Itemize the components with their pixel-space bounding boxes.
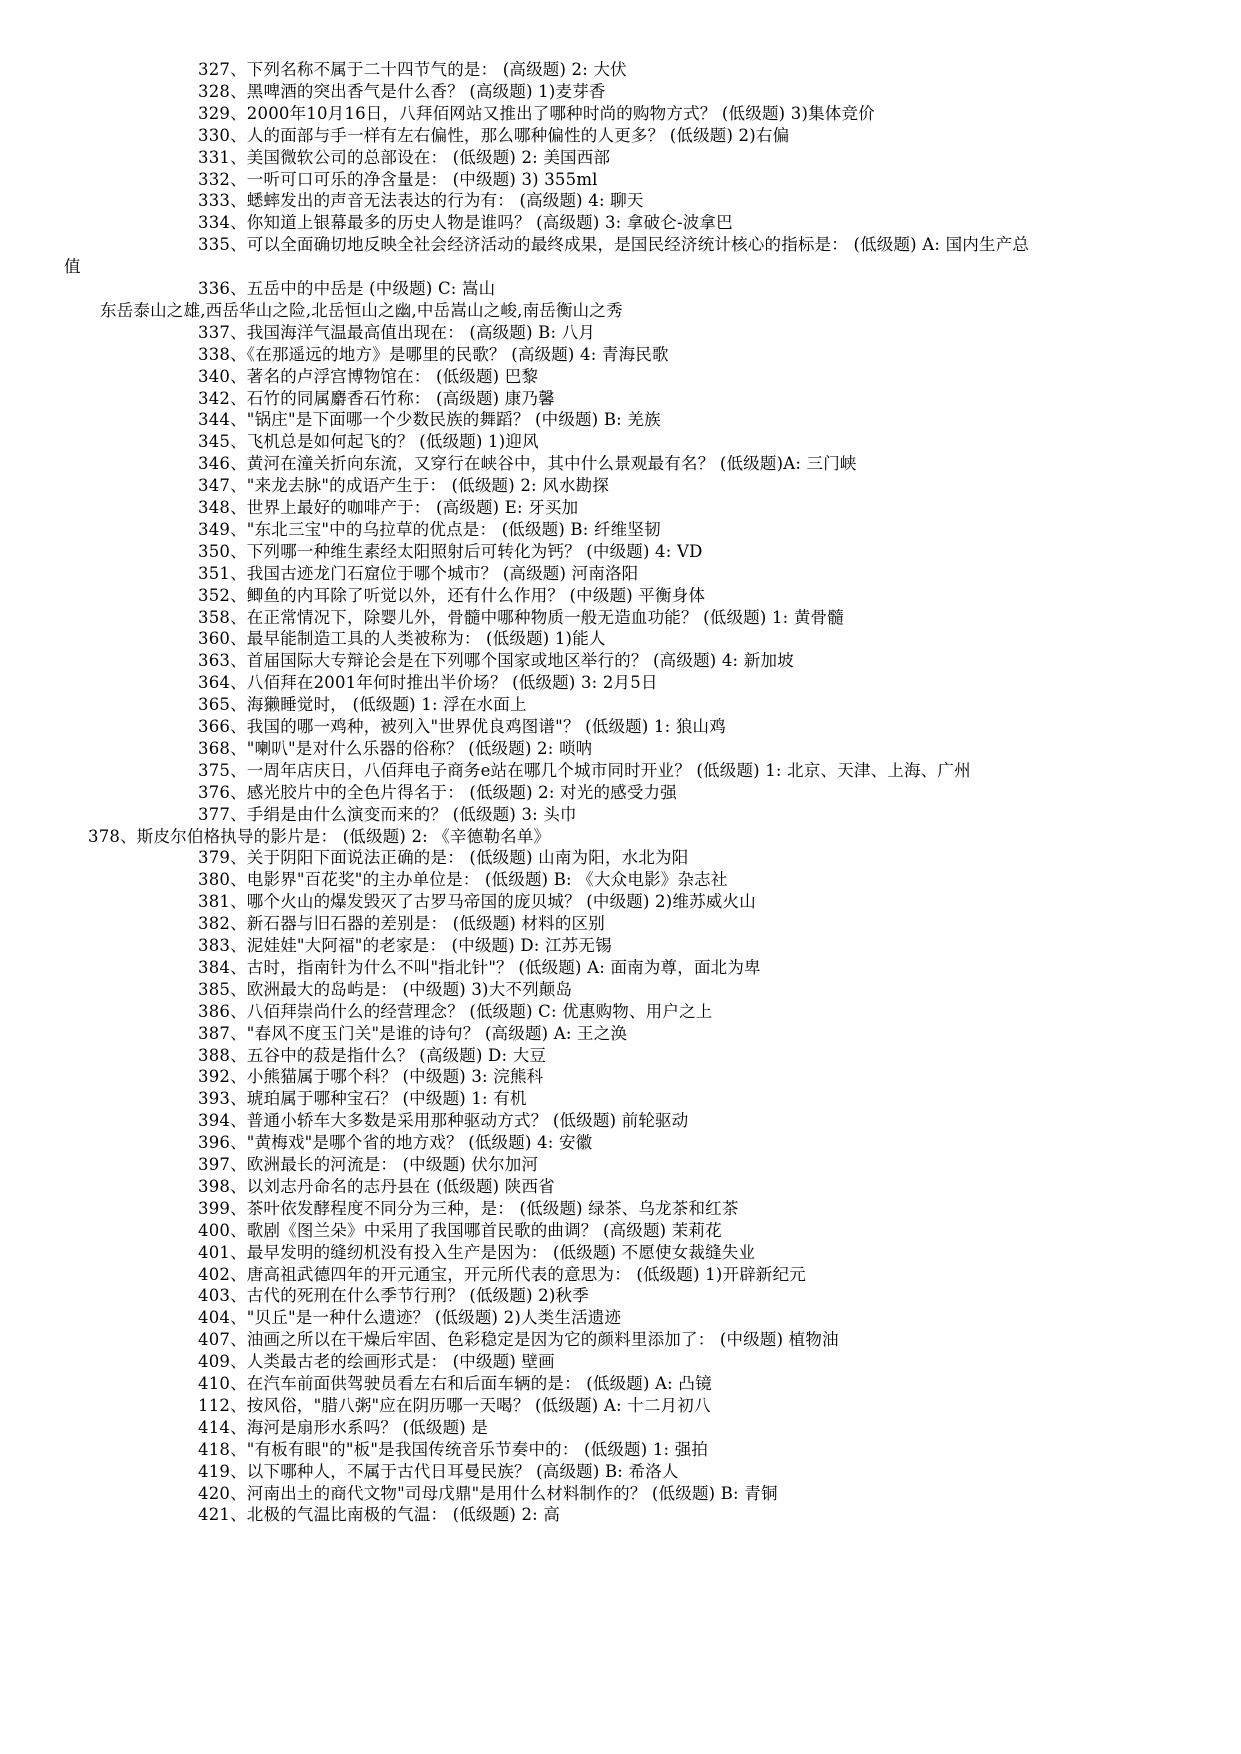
question-line: 332、一听可口可乐的净含量是： (中级题) 3) 355ml — [198, 169, 598, 189]
question-line: 346、黄河在潼关折向东流，又穿行在峡谷中，其中什么景观最有名？ (低级题)A: 三门峡 — [198, 454, 857, 474]
question-line: 388、五谷中的菽是指什么？ (高级题) D: 大豆 — [198, 1045, 547, 1065]
question-line: 337、我国海洋气温最高值出现在： (高级题) B: 八月 — [198, 322, 596, 342]
question-line: 397、欧洲最长的河流是： (中级题) 伏尔加河 — [198, 1155, 539, 1174]
question-line: 338、《在那遥远的地方》是哪里的民歌？ (高级题) 4: 青海民歌 — [198, 344, 669, 364]
question-line: 378、斯皮尔伯格执导的影片是： (低级题) 2: 《辛德勒名单》 — [88, 826, 551, 846]
question-line: 328、黑啤酒的突出香气是什么香？ (高级题) 1)麦芽香 — [198, 81, 606, 101]
question-line: 349、"东北三宝"中的乌拉草的优点是： (低级题) B: 纤维坚韧 — [198, 519, 661, 539]
question-line: 值 — [64, 257, 81, 277]
question-line: 398、以刘志丹命名的志丹县在 (低级题) 陕西省 — [198, 1176, 555, 1196]
question-line: 352、鲫鱼的内耳除了听觉以外，还有什么作用？ (中级题) 平衡身体 — [198, 585, 706, 605]
question-line: 345、飞机总是如何起飞的？ (低级题) 1)迎风 — [198, 432, 539, 452]
question-line: 381、哪个火山的爆发毁灭了古罗马帝国的庞贝城？ (中级题) 2)维苏威火山 — [198, 892, 756, 912]
question-line: 379、关于阴阳下面说法正确的是： (低级题) 山南为阳，水北为阳 — [198, 848, 689, 868]
question-line: 366、我国的哪一鸡种，被列入"世界优良鸡图谱"？ (低级题) 1: 狼山鸡 — [198, 717, 726, 736]
question-line: 409、人类最古老的绘画形式是： (中级题) 壁画 — [198, 1352, 555, 1372]
question-line: 333、蟋蟀发出的声音无法表达的行为有： (高级题) 4: 聊天 — [198, 191, 644, 211]
question-line: 340、著名的卢浮宫博物馆在： (低级题) 巴黎 — [198, 366, 539, 386]
question-line: 400、歌剧《图兰朵》中采用了我国哪首民歌的曲调？ (高级题) 茉莉花 — [198, 1220, 722, 1240]
question-line: 347、"来龙去脉"的成语产生于： (低级题) 2: 风水勘探 — [198, 476, 610, 496]
question-line: 342、石竹的同属麝香石竹称： (高级题) 康乃馨 — [198, 388, 555, 408]
question-line: 360、最早能制造工具的人类被称为： (低级题) 1)能人 — [198, 629, 606, 649]
question-line: 402、唐高祖武德四年的开元通宝，开元所代表的意思为： (低级题) 1)开辟新纪元 — [198, 1264, 806, 1284]
question-line: 418、"有板有眼"的"板"是我国传统音乐节奏中的： (低级题) 1: 强拍 — [198, 1439, 709, 1459]
question-line: 410、在汽车前面供驾驶员看左右和后面车辆的是： (低级题) A: 凸镜 — [198, 1374, 712, 1393]
question-line: 344、"锅庄"是下面哪一个少数民族的舞蹈？ (中级题) B: 羌族 — [198, 410, 661, 430]
question-line: 420、河南出土的商代文物"司母戊鼎"是用什么材料制作的？ (低级题) B: 青铜 — [198, 1483, 778, 1503]
question-line: 384、古时，指南针为什么不叫"指北针"？ (低级题) A: 面南为尊，面北为卑 — [198, 957, 761, 977]
question-line: 330、人的面部与手一样有左右偏性，那么哪种偏性的人更多？ (低级题) 2)右偏 — [198, 125, 790, 145]
question-line: 380、电影界"百花奖"的主办单位是： (低级题) B: 《大众电影》杂志社 — [198, 870, 728, 890]
question-line: 351、我国古迹龙门石窟位于哪个城市？ (高级题) 河南洛阳 — [198, 563, 639, 583]
question-line: 421、北极的气温比南极的气温： (低级题) 2: 高 — [198, 1505, 561, 1525]
question-line: 363、首届国际大专辩论会是在下列哪个国家或地区举行的？ (高级题) 4: 新加坡 — [198, 651, 794, 671]
question-line: 396、"黄梅戏"是哪个省的地方戏？ (低级题) 4: 安徽 — [198, 1133, 593, 1153]
question-line: 403、古代的死刑在什么季节行刑？ (低级题) 2)秋季 — [198, 1286, 589, 1306]
question-line: 364、八佰拜在2001年何时推出半价场？ (低级题) 3: 2月5日 — [198, 673, 658, 693]
question-line: 112、按风俗，"腊八粥"应在阴历哪一天喝？ (低级题) A: 十二月初八 — [198, 1395, 711, 1415]
question-line: 404、"贝丘"是一种什么遗迹？ (低级题) 2)人类生活遗迹 — [198, 1308, 622, 1328]
question-line: 399、茶叶依发酵程度不同分为三种，是： (低级题) 绿茶、乌龙茶和红茶 — [198, 1198, 739, 1218]
question-line: 336、五岳中的中岳是 (中级题) C: 嵩山 — [198, 279, 496, 298]
question-line: 335、可以全面确切地反映全社会经济活动的最终成果，是国民经济统计核心的指标是： (低级题) A: 国内生产总 — [198, 235, 1030, 255]
question-line: 414、海河是扇形水系吗？ (低级题) 是 — [198, 1417, 489, 1437]
question-line: 382、新石器与旧石器的差别是： (低级题) 材料的区别 — [198, 914, 605, 934]
question-line: 401、最早发明的缝纫机没有投入生产是因为： (低级题) 不愿使女裁缝失业 — [198, 1242, 756, 1262]
question-line: 334、你知道上银幕最多的历史人物是谁吗？ (高级题) 3: 拿破仑-波拿巴 — [198, 213, 733, 233]
question-line: 386、八佰拜崇尚什么的经营理念？ (低级题) C: 优惠购物、用户之上 — [198, 1001, 713, 1021]
question-line: 376、感光胶片中的全色片得名于： (低级题) 2: 对光的感受力强 — [198, 782, 677, 802]
question-line: 385、欧洲最大的岛屿是： (中级题) 3)大不列颠岛 — [198, 979, 573, 999]
question-line: 348、世界上最好的咖啡产于： (高级题) E: 牙买加 — [198, 498, 579, 517]
question-line: 331、美国微软公司的总部设在： (低级题) 2: 美国西部 — [198, 147, 611, 167]
question-line: 东岳泰山之雄,西岳华山之险,北岳恒山之幽,中岳嵩山之峻,南岳衡山之秀 — [100, 300, 623, 320]
question-line: 393、琥珀属于哪种宝石？ (中级题) 1: 有机 — [198, 1089, 527, 1109]
question-line: 327、下列名称不属于二十四节气的是： (高级题) 2: 大伏 — [198, 60, 627, 79]
question-line: 329、2000年10月16日，八拜佰网站又推出了哪种时尚的购物方式？ (低级题) 3)集体竞价 — [198, 103, 875, 123]
question-line: 358、在正常情况下，除婴儿外，骨髓中哪种物质一般无造血功能？ (低级题) 1: 黄骨髓 — [198, 607, 844, 627]
question-line: 375、一周年店庆日，八佰拜电子商务e站在哪几个城市同时开业？ (低级题) 1: 北京、天津、上海、广州 — [198, 760, 971, 780]
question-line: 394、普通小轿车大多数是采用那种驱动方式？ (低级题) 前轮驱动 — [198, 1111, 689, 1131]
question-line: 368、"喇叭"是对什么乐器的俗称？ (低级题) 2: 唢呐 — [198, 738, 593, 758]
question-line: 383、泥娃娃"大阿福"的老家是： (中级题) D: 江苏无锡 — [198, 936, 612, 955]
question-line: 407、油画之所以在干燥后牢固、色彩稳定是因为它的颜料里添加了： (中级题) 植物油 — [198, 1330, 839, 1350]
question-line: 387、"春风不度玉门关"是谁的诗句？ (高级题) A: 王之涣 — [198, 1023, 628, 1043]
question-line: 392、小熊猫属于哪个科？ (中级题) 3: 浣熊科 — [198, 1067, 544, 1087]
question-line: 350、下列哪一种维生素经太阳照射后可转化为钙？ (中级题) 4: VD — [198, 541, 703, 561]
question-line: 365、海獭睡觉时， (低级题) 1: 浮在水面上 — [198, 695, 527, 715]
question-line: 419、以下哪种人，不属于古代日耳曼民族？ (高级题) B: 希洛人 — [198, 1461, 679, 1481]
question-line: 377、手绢是由什么演变而来的？ (低级题) 3: 头巾 — [198, 804, 577, 824]
